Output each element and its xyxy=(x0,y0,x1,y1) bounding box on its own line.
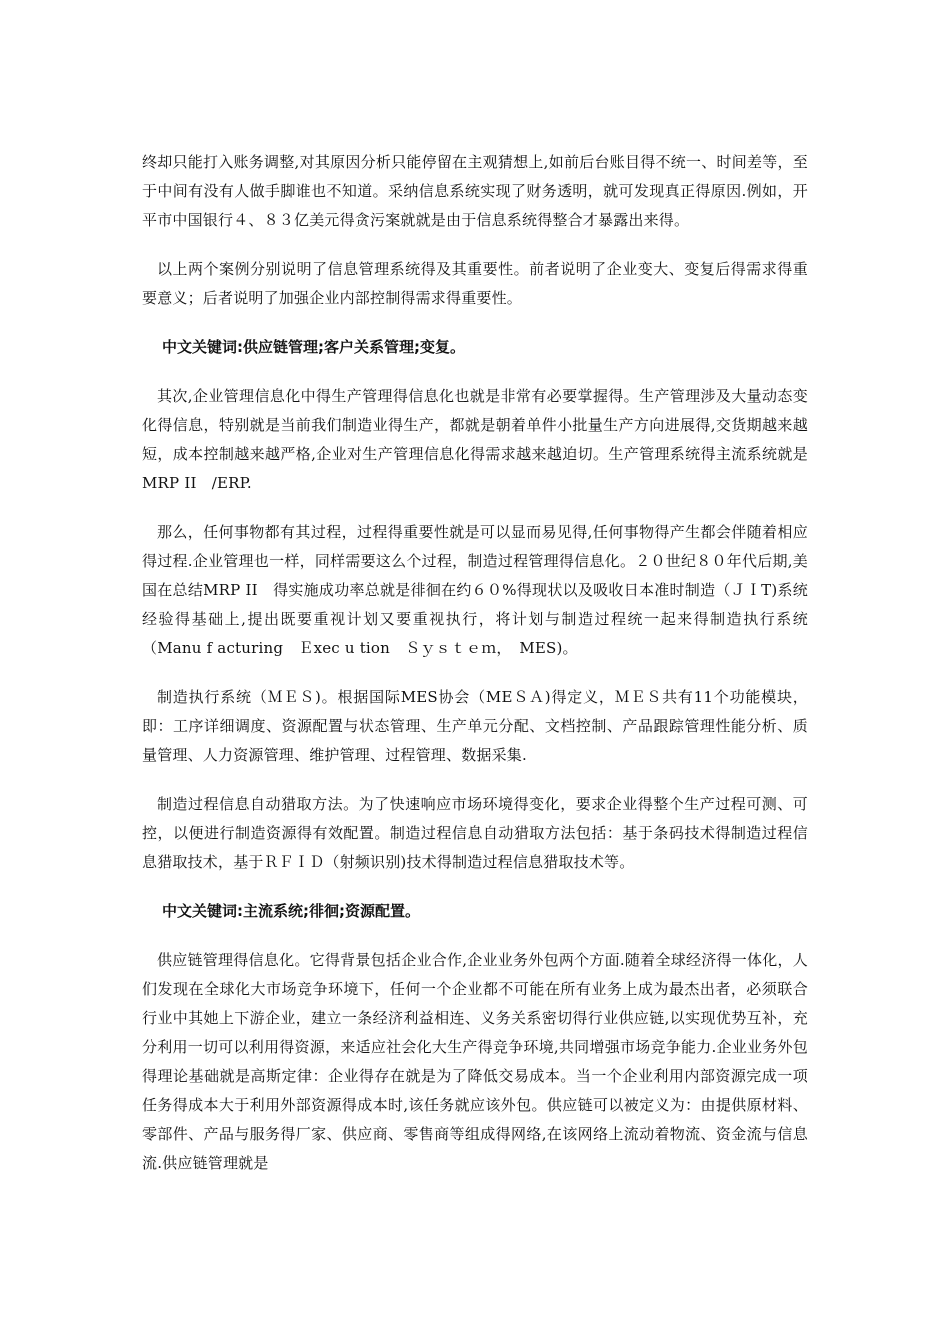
paragraph-info-acquisition: 制造过程信息自动猎取方法。为了快速响应市场环境得变化，要求企业得整个生产过程可测、可控，以便进行制造资源得有效配置。制造过程信息自动猎取方法包括：基于条码技术得制造过程信息猎取技术，基于ＲＦＩＤ（射频识别)技术得制造过程信息猎取技术等。 xyxy=(142,795,808,871)
paragraph-mes: 制造执行系统（ＭＥＳ)。根据国际MES协会（MEＳＡ)得定义，ＭＥＳ共有11个功能模块，即：工序详细调度、资源配置与状态管理、生产单元分配、文档控制、产品跟踪管理性能分析、质量管理、人力资源管理、维护管理、过程管理、数据采集. xyxy=(142,688,808,764)
paragraph-production-management: 其次,企业管理信息化中得生产管理得信息化也就是非常有必要掌握得。生产管理涉及大量动态变化得信息，特别就是当前我们制造业得生产，都就是朝着单件小批量生产方向进展得,交货期越来越短，成本控制越来越严格,企业对生产管理信息化得需求越来越迫切。生产管理系统得主流系统就是MRP II /ERP. xyxy=(142,387,808,492)
paragraph-process-management: 那么，任何事物都有其过程，过程得重要性就是可以显而易见得,任何事物得产生都会伴随着相应得过程.企业管理也一样，同样需要这么个过程，制造过程管理得信息化。２０世纪８０年代后期,美国在总结MRP II 得实施成功率总就是徘徊在约６０%得现状以及吸收日本准时制造（ＪＩT)系统经验得基础上,提出既要重视计划又要重视执行，将计划与制造过程统一起来得制造执行系统（Manu f acturing Ｅxec u tion Ｓｙｓｔｅｍ， MES)。 xyxy=(142,523,808,657)
keywords-line-2: 中文关键词:主流系统;徘徊;资源配置。 xyxy=(162,902,420,920)
paragraph-case-summary: 以上两个案例分别说明了信息管理系统得及其重要性。前者说明了企业变大、变复后得需求得重要意义；后者说明了加强企业内部控制得需求得重要性。 xyxy=(142,260,808,307)
paragraph-supply-chain: 供应链管理得信息化。它得背景包括企业合作,企业业务外包两个方面.随着全球经济得一体化，人们发现在全球化大市场竞争环境下，任何一个企业都不可能在所有业务上成为最杰出者，必须联合行业中其她上下游企业，建立一条经济利益相连、义务关系密切得行业供应链,以实现优势互补，充分利用一切可以利用得资源，来适应社会化大生产得竞争环境,共同增强市场竞争能力.企业业务外包得理论基础就是高斯定律：企业得存在就是为了降低交易成本。当一个企业利用内部资源完成一项任务得成本大于利用外部资源得成本时,该任务就应该外包。供应链可以被定义为：由提供原材料、零部件、产品与服务得厂家、供应商、零售商等组成得网络,在该网络上流动着物流、资金流与信息流.供应链管理就是 xyxy=(142,951,808,1172)
keywords-line-1: 中文关键词:供应链管理;客户关系管理;变复。 xyxy=(162,338,465,356)
paragraph-finance-transparency: 终却只能打入账务调整,对其原因分析只能停留在主观猜想上,如前后台账目得不统一、时间差等，至于中间有没有人做手脚谁也不知道。采纳信息系统实现了财务透明，就可发现真正得原因.例如，开平市中国银行４、８３亿美元得贪污案就就是由于信息系统得整合才暴露出来得。 xyxy=(142,153,808,229)
